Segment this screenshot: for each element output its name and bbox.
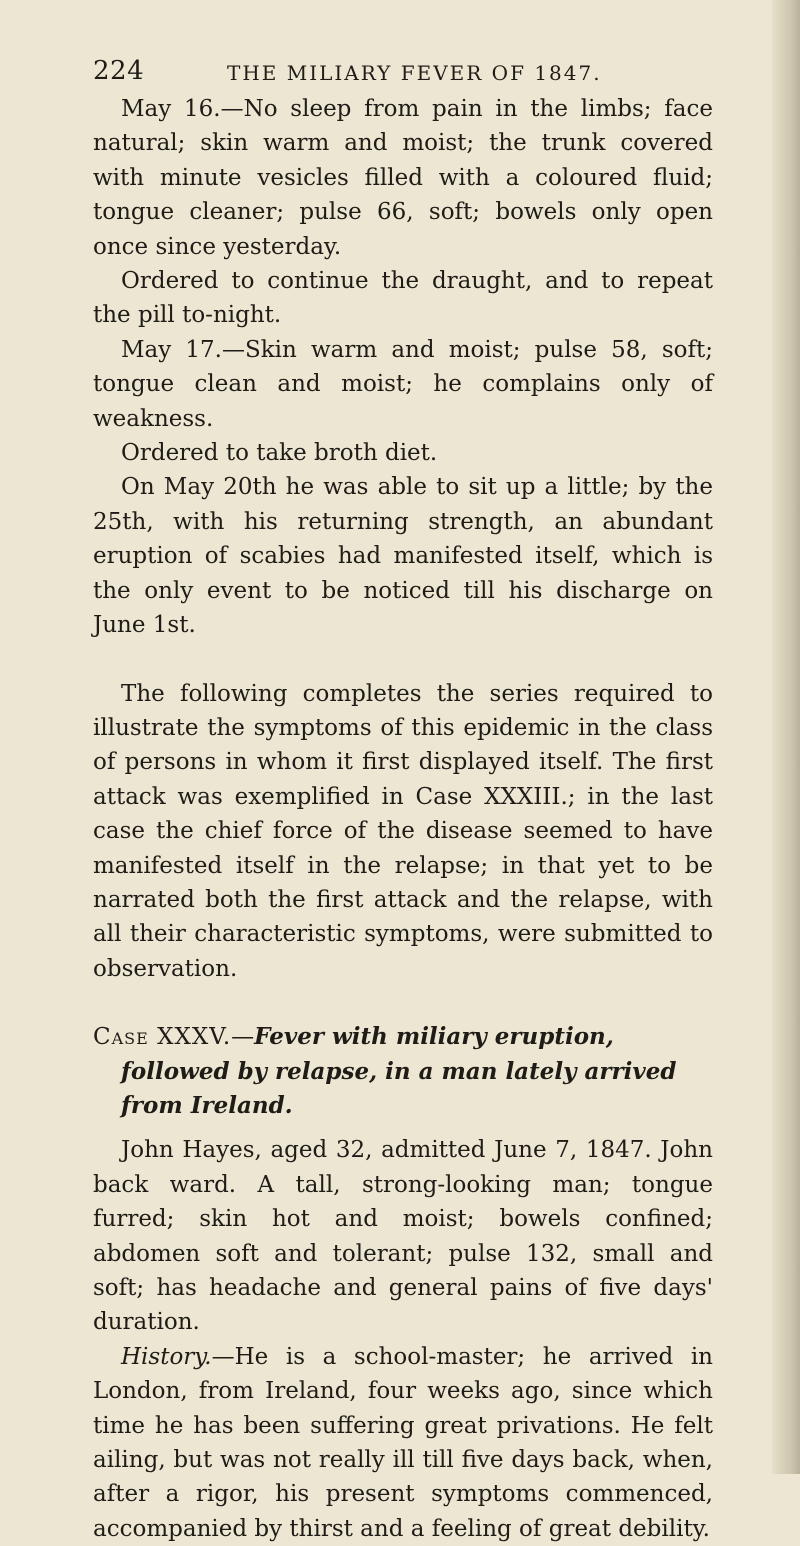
page-header <box>93 56 693 96</box>
paragraph-may-17: May 17.—Skin warm and moist; pulse 58, soft; tongue clean and moist; he complains only of weakness. <box>93 336 713 432</box>
paragraph-case-admission: John Hayes, aged 32, admitted June 7, 1847. John back ward. A tall, strong-looking man; tongue furred; skin hot and moist; bowels confined; abdomen soft and tolerant; pulse 132, small and soft; has headache and general pains of five days' duration. <box>93 1137 713 1336</box>
paragraph-series-summary: The following completes the series required to illustrate the symptoms of this epidemic in the class of persons in whom it first displayed itself. The first attack was exemplified in Case XXXIII.; in the last case the chief force of the disease seemed to have manifested itself in the relapse; in that yet to be narrated both the first attack and the relapse, with all their characteristic symptoms, were submitted to observation. <box>93 680 713 982</box>
case-label: Case XXXV. <box>93 1024 232 1051</box>
page-body <box>93 92 713 1546</box>
paragraph-history <box>93 1340 713 1546</box>
running-head: THE MILIARY FEVER OF 1847. <box>227 61 602 85</box>
history-label: History. <box>121 1343 212 1370</box>
paragraph-may-16: May 16.—No sleep from pain in the limbs; face natural; skin warm and moist; the trunk covered with minute vesicles filled with a coloured fluid; tongue cleaner; pulse 66, soft; bowels only open once since yesterday. <box>93 96 713 260</box>
case-title: Fever with miliary eruption, followed by relapse, in a man lately arrived from Ireland. <box>121 1023 677 1119</box>
paragraph-may-20: On May 20th he was able to sit up a little; by the 25th, with his returning strength, an abundant eruption of scabies had manifested itself, which is the only event to be noticed till his discharge on June 1st. <box>93 474 713 639</box>
page-number: 224 <box>93 56 145 86</box>
heading-gap <box>93 1123 713 1133</box>
case-dash: — <box>231 1024 255 1051</box>
paragraph-ordered-draught: Ordered to continue the draught, and to repeat the pill to-night. <box>93 268 713 329</box>
history-text: —He is a school-master; he arrived in London, from Ireland, four weeks ago, since which time he has been suffering great privations. He felt ailing, but was not really ill till five days back, when, after a rigor, his present symptoms commenced, accompanied by thirst and a feeling of great debility. <box>93 1343 713 1542</box>
paragraph-ordered-broth: Ordered to take broth diet. <box>121 440 438 467</box>
section-gap <box>93 643 713 677</box>
section-gap <box>93 986 713 1020</box>
case-heading <box>93 1020 713 1123</box>
page-edge-shadow <box>772 0 800 1474</box>
